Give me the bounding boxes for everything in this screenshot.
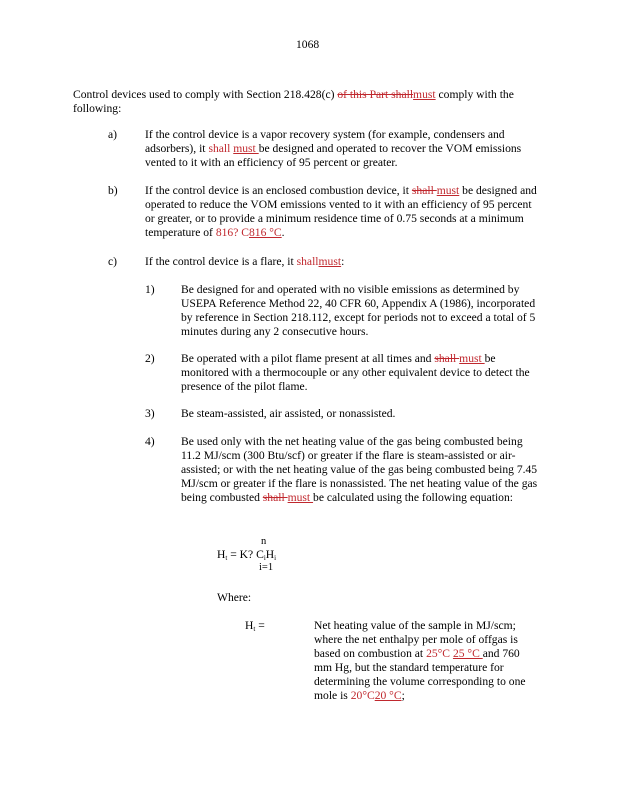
- definition-marked-temp-1: 25°C: [426, 647, 451, 660]
- item-b-marked-temp: 816? C: [215, 226, 249, 239]
- sub-item-2-deleted-text: shall: [434, 352, 460, 365]
- equation-ht-subscript: t: [225, 554, 228, 562]
- item-a-paragraph: [145, 128, 541, 170]
- definition-term: [245, 619, 265, 633]
- definition-text-3: ;: [401, 689, 405, 702]
- equation-main: [217, 548, 276, 562]
- sub-item-4-label: 4): [145, 435, 155, 448]
- item-b-text-1: If the control device is an enclosed combustion device, it: [145, 184, 412, 197]
- definition-marked-temp-2: 20°C: [350, 689, 375, 702]
- equation-hi-symbol: H: [265, 548, 275, 561]
- item-a-marked-text: shall: [208, 142, 234, 155]
- item-c-paragraph: [145, 255, 537, 269]
- sub-item-2-inserted-text: must: [459, 352, 485, 365]
- sub-item-4-text-2: be calculated using the following equation:: [313, 491, 513, 504]
- intro-inserted-text: must: [413, 88, 436, 101]
- item-c-text-2: :: [341, 255, 345, 268]
- item-a-label: a): [108, 128, 118, 141]
- sub-item-4-paragraph: [181, 435, 541, 505]
- definition-text-1: Net heating value of the sample in MJ/scm; where the net enthalpy per mole of offgas is based on combustion at: [314, 619, 518, 660]
- definition-term-subscript: t: [253, 625, 256, 633]
- sub-item-2-paragraph: [181, 352, 531, 394]
- where-label: Where:: [217, 591, 252, 604]
- intro-deleted-text: of this Part shall: [337, 88, 414, 101]
- sub-item-3-paragraph: [181, 407, 537, 421]
- sub-item-4-deleted-text: shall: [262, 491, 288, 504]
- equation-hi-subscript: i: [274, 554, 277, 562]
- item-c-text-1: If the control device is a flare, it: [145, 255, 297, 268]
- equation-ht-symbol: H: [217, 548, 226, 561]
- equation-ci-subscript: i: [263, 554, 266, 562]
- item-b-deleted-text: shall: [411, 184, 437, 197]
- item-b-paragraph: [145, 184, 537, 240]
- intro-text-2: comply with the following:: [73, 88, 514, 115]
- item-a-text-1: If the control device is a vapor recovery system (for example, condensers and adsorbers), it: [145, 128, 505, 155]
- definition-inserted-temp-2: 20 °C: [374, 689, 402, 702]
- sub-item-3-text: Be steam-assisted, air assisted, or nonassisted.: [181, 407, 396, 420]
- sub-item-2-text-2: be monitored with a thermocouple or any other equivalent device to detect the presence of the pilot flame.: [181, 352, 530, 393]
- item-a-inserted-text: must: [233, 142, 259, 155]
- definition-term-equals: =: [255, 619, 265, 632]
- definition-term-symbol: H: [245, 619, 254, 632]
- definition-inserted-temp-1: 25 °C: [452, 647, 483, 660]
- sub-item-1-paragraph: [181, 283, 537, 339]
- item-a-text-2: be designed and operated to recover the VOM emissions vented to it with an efficiency of 95 percent or greater.: [145, 142, 522, 169]
- item-c-label: c): [108, 255, 118, 268]
- sub-item-2-text-1: Be operated with a pilot flame present at all times and: [181, 352, 435, 365]
- page-number: 1068: [296, 38, 320, 51]
- sub-item-4-text-1: Be used only with the net heating value of the gas being combusted being 11.2 MJ/scm (300 Btu/scf) or greater if the flare is steam-assisted or air-assisted; or with the net heating value of the gas being combusted being 7.45 MJ/scm or greater if the flare is nonassisted. The net heating value of the gas being combusted: [181, 435, 538, 504]
- item-c-marked-text: shall: [296, 255, 319, 268]
- sub-item-1-label: 1): [145, 283, 155, 296]
- item-b-inserted-text: must: [436, 184, 460, 197]
- item-b-text-3: .: [281, 226, 285, 239]
- sub-item-1-text: Be designed for and operated with no visible emissions as determined by USEPA Reference Method 22, 40 CFR 60, Appendix A (1986), incorporated by reference in Section 218.112, except for periods not to exceed a total of 5 minutes during any 2 consecutive hours.: [181, 283, 536, 338]
- equation-lower-limit: i=1: [259, 562, 274, 573]
- sub-item-3-label: 3): [145, 407, 155, 420]
- definition-paragraph: [314, 619, 536, 703]
- definition-text-2: and 760 mm Hg, but the standard temperature for determining the volume corresponding to one mole is: [314, 647, 526, 702]
- equation-middle: = K? C: [227, 548, 264, 561]
- item-b-inserted-temp: 816 °C: [249, 226, 282, 239]
- item-b-label: b): [108, 184, 118, 197]
- equation-upper-limit: n: [261, 536, 267, 547]
- intro-paragraph: [73, 88, 543, 116]
- sub-item-2-label: 2): [145, 352, 155, 365]
- intro-text-1: Control devices used to comply with Section 218.428(c): [73, 88, 338, 101]
- item-b-text-2: be designed and operated to reduce the VOM emissions vented to it with an efficiency of 95 percent or greater, or to provide a minimum residence time of 0.75 seconds at a minimum temperature of: [145, 184, 537, 239]
- item-c-inserted-text: must: [318, 255, 342, 268]
- sub-item-4-inserted-text: must: [287, 491, 314, 504]
